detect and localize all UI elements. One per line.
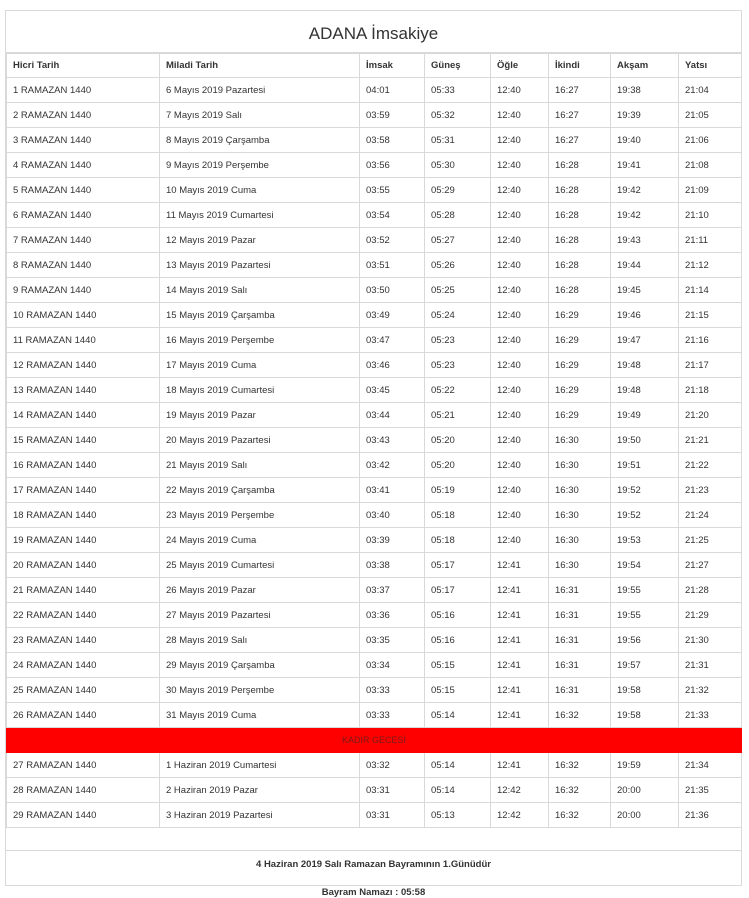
table-cell: 12:40 (491, 528, 549, 553)
table-cell: 23 Mayıs 2019 Perşembe (160, 503, 360, 528)
table-cell: 05:23 (425, 353, 491, 378)
table-cell: 05:23 (425, 328, 491, 353)
table-cell: 05:26 (425, 253, 491, 278)
table-cell: 05:14 (425, 753, 491, 778)
table-cell: 05:20 (425, 428, 491, 453)
table-cell: 21 Mayıs 2019 Salı (160, 453, 360, 478)
table-cell: 03:43 (360, 428, 425, 453)
table-cell: 13 Mayıs 2019 Pazartesi (160, 253, 360, 278)
table-cell: 16:30 (549, 553, 611, 578)
table-cell: 16:28 (549, 278, 611, 303)
table-cell: 12:41 (491, 628, 549, 653)
table-row (7, 603, 742, 628)
table-cell: 03:59 (360, 103, 425, 128)
table-cell: 22 Mayıs 2019 Çarşamba (160, 478, 360, 503)
table-cell: 21:22 (679, 453, 742, 478)
table-cell: 18 RAMAZAN 1440 (7, 503, 160, 528)
table-cell: 19:47 (611, 328, 679, 353)
table-cell: 20:00 (611, 803, 679, 828)
table-cell: 03:34 (360, 653, 425, 678)
table-cell: 16:31 (549, 628, 611, 653)
table-cell: 21:18 (679, 378, 742, 403)
table-cell: 16:29 (549, 328, 611, 353)
table-cell: 03:33 (360, 678, 425, 703)
table-cell: 27 RAMAZAN 1440 (7, 753, 160, 778)
table-cell: 03:40 (360, 503, 425, 528)
table-cell: 21:12 (679, 253, 742, 278)
table-cell: 28 RAMAZAN 1440 (7, 778, 160, 803)
table-cell: 6 RAMAZAN 1440 (7, 203, 160, 228)
kadir-gecesi-label: KADİR GECESİ (7, 728, 742, 753)
footer-divider (6, 828, 741, 851)
table-cell: 12 Mayıs 2019 Pazar (160, 228, 360, 253)
table-cell: 19:49 (611, 403, 679, 428)
table-cell: 21:14 (679, 278, 742, 303)
table-cell: 03:35 (360, 628, 425, 653)
column-header-gunes: Güneş (425, 54, 491, 78)
table-cell: 1 Haziran 2019 Cumartesi (160, 753, 360, 778)
table-cell: 05:21 (425, 403, 491, 428)
table-cell: 12:40 (491, 453, 549, 478)
table-cell: 12:41 (491, 678, 549, 703)
table-cell: 05:31 (425, 128, 491, 153)
table-cell: 19:53 (611, 528, 679, 553)
table-cell: 16:32 (549, 803, 611, 828)
column-header-ogle: Öğle (491, 54, 549, 78)
table-cell: 03:49 (360, 303, 425, 328)
table-cell: 27 Mayıs 2019 Pazartesi (160, 603, 360, 628)
imsakiye-panel (5, 10, 742, 898)
table-cell: 19:52 (611, 478, 679, 503)
table-cell: 26 RAMAZAN 1440 (7, 703, 160, 728)
table-cell: 04:01 (360, 78, 425, 103)
table-cell: 05:17 (425, 578, 491, 603)
table-cell: 2 Haziran 2019 Pazar (160, 778, 360, 803)
table-cell: 17 RAMAZAN 1440 (7, 478, 160, 503)
table-cell: 03:44 (360, 403, 425, 428)
table-cell: 19:57 (611, 653, 679, 678)
table-cell: 16:29 (549, 353, 611, 378)
table-cell: 1 RAMAZAN 1440 (7, 78, 160, 103)
table-cell: 21:15 (679, 303, 742, 328)
table-cell: 12:41 (491, 653, 549, 678)
table-cell: 05:28 (425, 203, 491, 228)
table-cell: 05:27 (425, 228, 491, 253)
table-cell: 12:41 (491, 578, 549, 603)
table-cell: 12:42 (491, 778, 549, 803)
table-cell: 12:40 (491, 478, 549, 503)
table-cell: 05:18 (425, 528, 491, 553)
table-cell: 12:40 (491, 503, 549, 528)
table-cell: 12:40 (491, 228, 549, 253)
table-cell: 19:55 (611, 603, 679, 628)
table-cell: 10 RAMAZAN 1440 (7, 303, 160, 328)
table-cell: 16:32 (549, 753, 611, 778)
table-row (7, 803, 742, 828)
table-cell: 14 RAMAZAN 1440 (7, 403, 160, 428)
table-cell: 21:29 (679, 603, 742, 628)
table-row (7, 428, 742, 453)
table-cell: 19:54 (611, 553, 679, 578)
table-cell: 19:42 (611, 203, 679, 228)
table-cell: 21:20 (679, 403, 742, 428)
table-cell: 05:19 (425, 478, 491, 503)
table-cell: 16:31 (549, 603, 611, 628)
table-row (7, 453, 742, 478)
table-cell: 12:42 (491, 803, 549, 828)
column-header-ikindi: İkindi (549, 54, 611, 78)
bayram-note: 4 Haziran 2019 Salı Ramazan Bayramının 1.Günüdür (256, 859, 491, 870)
table-row (7, 528, 742, 553)
table-cell: 8 RAMAZAN 1440 (7, 253, 160, 278)
table-cell: 16:28 (549, 253, 611, 278)
table-cell: 24 Mayıs 2019 Cuma (160, 528, 360, 553)
table-cell: 05:18 (425, 503, 491, 528)
table-cell: 12:40 (491, 303, 549, 328)
table-cell: 21:17 (679, 353, 742, 378)
bayram-namazi-time: Bayram Namazı : 05:58 (321, 887, 426, 898)
table-cell: 20 Mayıs 2019 Pazartesi (160, 428, 360, 453)
table-cell: 16:32 (549, 703, 611, 728)
table-cell: 19:38 (611, 78, 679, 103)
table-cell: 29 RAMAZAN 1440 (7, 803, 160, 828)
table-cell: 11 RAMAZAN 1440 (7, 328, 160, 353)
table-header-row (7, 54, 742, 78)
table-cell: 21:25 (679, 528, 742, 553)
table-row (7, 753, 742, 778)
table-cell: 03:58 (360, 128, 425, 153)
table-row (7, 628, 742, 653)
table-cell: 12:40 (491, 178, 549, 203)
table-cell: 21:33 (679, 703, 742, 728)
table-cell: 03:46 (360, 353, 425, 378)
table-cell: 12:40 (491, 78, 549, 103)
column-header-aksam: Akşam (611, 54, 679, 78)
table-cell: 05:22 (425, 378, 491, 403)
table-cell: 13 RAMAZAN 1440 (7, 378, 160, 403)
table-cell: 05:30 (425, 153, 491, 178)
table-cell: 16:27 (549, 103, 611, 128)
table-cell: 05:29 (425, 178, 491, 203)
table-cell: 29 Mayıs 2019 Çarşamba (160, 653, 360, 678)
table-cell: 19:44 (611, 253, 679, 278)
table-cell: 21:27 (679, 553, 742, 578)
table-cell: 21:34 (679, 753, 742, 778)
table-cell: 19:42 (611, 178, 679, 203)
table-cell: 12:40 (491, 378, 549, 403)
table-row (7, 128, 742, 153)
table-cell: 03:31 (360, 778, 425, 803)
table-cell: 03:55 (360, 178, 425, 203)
column-header-yatsi: Yatsı (679, 54, 742, 78)
table-cell: 12:40 (491, 153, 549, 178)
table-cell: 21:36 (679, 803, 742, 828)
table-cell: 05:14 (425, 703, 491, 728)
table-cell: 19:52 (611, 503, 679, 528)
table-cell: 03:45 (360, 378, 425, 403)
table-cell: 14 Mayıs 2019 Salı (160, 278, 360, 303)
table-cell: 03:36 (360, 603, 425, 628)
table-cell: 21:10 (679, 203, 742, 228)
table-cell: 12:40 (491, 328, 549, 353)
table-row (7, 78, 742, 103)
table-cell: 05:33 (425, 78, 491, 103)
table-cell: 21:04 (679, 78, 742, 103)
table-row (7, 278, 742, 303)
table-cell: 21:30 (679, 628, 742, 653)
table-cell: 03:38 (360, 553, 425, 578)
table-cell: 03:37 (360, 578, 425, 603)
table-row (7, 678, 742, 703)
table-cell: 21:11 (679, 228, 742, 253)
table-cell: 30 Mayıs 2019 Perşembe (160, 678, 360, 703)
table-cell: 2 RAMAZAN 1440 (7, 103, 160, 128)
table-cell: 12:40 (491, 128, 549, 153)
table-cell: 03:31 (360, 803, 425, 828)
table-cell: 8 Mayıs 2019 Çarşamba (160, 128, 360, 153)
table-cell: 19:58 (611, 703, 679, 728)
table-cell: 3 Haziran 2019 Pazartesi (160, 803, 360, 828)
table-cell: 05:16 (425, 628, 491, 653)
table-cell: 16:29 (549, 303, 611, 328)
table-cell: 16:30 (549, 503, 611, 528)
column-header-miladi: Miladi Tarih (160, 54, 360, 78)
table-cell: 19:39 (611, 103, 679, 128)
table-row (7, 203, 742, 228)
table-cell: 4 RAMAZAN 1440 (7, 153, 160, 178)
table-cell: 9 Mayıs 2019 Perşembe (160, 153, 360, 178)
table-cell: 03:56 (360, 153, 425, 178)
table-cell: 5 RAMAZAN 1440 (7, 178, 160, 203)
table-cell: 03:32 (360, 753, 425, 778)
table-cell: 16:31 (549, 653, 611, 678)
table-cell: 05:20 (425, 453, 491, 478)
table-row (7, 778, 742, 803)
table-cell: 03:41 (360, 478, 425, 503)
table-cell: 18 Mayıs 2019 Cumartesi (160, 378, 360, 403)
table-cell: 21:06 (679, 128, 742, 153)
table-cell: 15 Mayıs 2019 Çarşamba (160, 303, 360, 328)
table-cell: 03:51 (360, 253, 425, 278)
table-cell: 19:45 (611, 278, 679, 303)
table-cell: 24 RAMAZAN 1440 (7, 653, 160, 678)
table-cell: 05:16 (425, 603, 491, 628)
table-row (7, 478, 742, 503)
table-cell: 03:47 (360, 328, 425, 353)
table-cell: 19:48 (611, 378, 679, 403)
table-cell: 16:28 (549, 178, 611, 203)
table-row (7, 103, 742, 128)
table-cell: 05:15 (425, 678, 491, 703)
table-cell: 3 RAMAZAN 1440 (7, 128, 160, 153)
table-cell: 21 RAMAZAN 1440 (7, 578, 160, 603)
table-cell: 21:24 (679, 503, 742, 528)
table-cell: 16:28 (549, 203, 611, 228)
kadir-gecesi-row (7, 728, 742, 753)
table-cell: 16:31 (549, 578, 611, 603)
table-cell: 28 Mayıs 2019 Salı (160, 628, 360, 653)
table-cell: 25 RAMAZAN 1440 (7, 678, 160, 703)
table-cell: 16:29 (549, 378, 611, 403)
table-cell: 05:32 (425, 103, 491, 128)
table-cell: 12:41 (491, 553, 549, 578)
table-row (7, 503, 742, 528)
table-cell: 15 RAMAZAN 1440 (7, 428, 160, 453)
table-cell: 25 Mayıs 2019 Cumartesi (160, 553, 360, 578)
table-cell: 22 RAMAZAN 1440 (7, 603, 160, 628)
column-header-hicri: Hicri Tarih (7, 54, 160, 78)
table-cell: 16 Mayıs 2019 Perşembe (160, 328, 360, 353)
table-cell: 12:40 (491, 103, 549, 128)
table-cell: 03:50 (360, 278, 425, 303)
table-row (7, 653, 742, 678)
table-cell: 12:40 (491, 253, 549, 278)
table-row (7, 153, 742, 178)
table-cell: 26 Mayıs 2019 Pazar (160, 578, 360, 603)
table-row (7, 303, 742, 328)
table-cell: 19 Mayıs 2019 Pazar (160, 403, 360, 428)
table-cell: 16:28 (549, 228, 611, 253)
table-cell: 21:23 (679, 478, 742, 503)
table-cell: 21:32 (679, 678, 742, 703)
footer (6, 859, 741, 898)
table-cell: 12 RAMAZAN 1440 (7, 353, 160, 378)
table-cell: 21:28 (679, 578, 742, 603)
table-cell: 16:27 (549, 78, 611, 103)
column-header-imsak: İmsak (360, 54, 425, 78)
table-row (7, 178, 742, 203)
imsakiye-table (6, 53, 742, 828)
table-cell: 19 RAMAZAN 1440 (7, 528, 160, 553)
table-cell: 16:31 (549, 678, 611, 703)
table-row (7, 403, 742, 428)
table-cell: 12:40 (491, 203, 549, 228)
table-cell: 19:58 (611, 678, 679, 703)
table-cell: 16:29 (549, 403, 611, 428)
table-cell: 05:24 (425, 303, 491, 328)
table-row (7, 703, 742, 728)
table-cell: 12:40 (491, 353, 549, 378)
table-cell: 16 RAMAZAN 1440 (7, 453, 160, 478)
table-row (7, 228, 742, 253)
table-row (7, 578, 742, 603)
table-cell: 05:15 (425, 653, 491, 678)
table-cell: 16:30 (549, 453, 611, 478)
table-row (7, 328, 742, 353)
table-cell: 20:00 (611, 778, 679, 803)
table-cell: 16:28 (549, 153, 611, 178)
table-cell: 12:41 (491, 753, 549, 778)
table-cell: 05:14 (425, 778, 491, 803)
table-cell: 21:21 (679, 428, 742, 453)
table-cell: 12:40 (491, 428, 549, 453)
table-cell: 03:42 (360, 453, 425, 478)
table-cell: 31 Mayıs 2019 Cuma (160, 703, 360, 728)
table-cell: 19:43 (611, 228, 679, 253)
table-cell: 20 RAMAZAN 1440 (7, 553, 160, 578)
table-cell: 17 Mayıs 2019 Cuma (160, 353, 360, 378)
table-cell: 12:40 (491, 403, 549, 428)
table-cell: 19:41 (611, 153, 679, 178)
table-cell: 21:09 (679, 178, 742, 203)
table-cell: 03:39 (360, 528, 425, 553)
table-cell: 12:40 (491, 278, 549, 303)
table-cell: 11 Mayıs 2019 Cumartesi (160, 203, 360, 228)
table-cell: 19:59 (611, 753, 679, 778)
table-row (7, 253, 742, 278)
table-cell: 16:30 (549, 528, 611, 553)
table-row (7, 553, 742, 578)
table-cell: 23 RAMAZAN 1440 (7, 628, 160, 653)
table-cell: 05:25 (425, 278, 491, 303)
table-cell: 03:33 (360, 703, 425, 728)
table-cell: 19:56 (611, 628, 679, 653)
table-cell: 7 RAMAZAN 1440 (7, 228, 160, 253)
table-cell: 21:05 (679, 103, 742, 128)
table-cell: 16:32 (549, 778, 611, 803)
table-cell: 16:27 (549, 128, 611, 153)
table-cell: 19:40 (611, 128, 679, 153)
table-cell: 21:35 (679, 778, 742, 803)
table-cell: 7 Mayıs 2019 Salı (160, 103, 360, 128)
table-cell: 19:51 (611, 453, 679, 478)
table-cell: 03:54 (360, 203, 425, 228)
table-cell: 19:50 (611, 428, 679, 453)
table-cell: 9 RAMAZAN 1440 (7, 278, 160, 303)
table-cell: 10 Mayıs 2019 Cuma (160, 178, 360, 203)
table-cell: 05:13 (425, 803, 491, 828)
table-cell: 03:52 (360, 228, 425, 253)
table-row (7, 378, 742, 403)
page-title: ADANA İmsakiye (6, 11, 741, 53)
table-cell: 21:16 (679, 328, 742, 353)
table-cell: 19:46 (611, 303, 679, 328)
table-cell: 19:48 (611, 353, 679, 378)
table-cell: 12:41 (491, 603, 549, 628)
table-cell: 16:30 (549, 478, 611, 503)
table-cell: 19:55 (611, 578, 679, 603)
table-cell: 16:30 (549, 428, 611, 453)
table-cell: 05:17 (425, 553, 491, 578)
table-cell: 12:41 (491, 703, 549, 728)
table-row (7, 353, 742, 378)
table-cell: 21:31 (679, 653, 742, 678)
table-cell: 6 Mayıs 2019 Pazartesi (160, 78, 360, 103)
table-cell: 21:08 (679, 153, 742, 178)
